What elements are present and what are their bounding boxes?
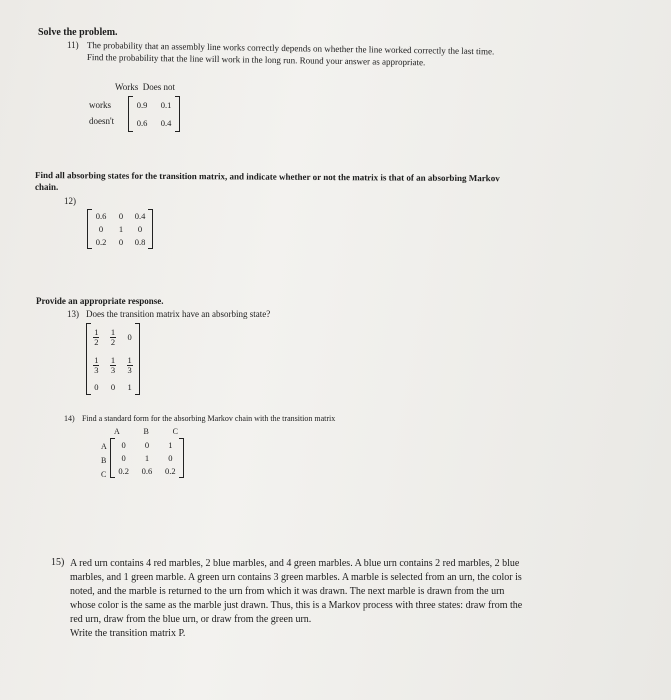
q11-text-line2: Find the probability that the line will work in the long run. Round your answer as appropriate.	[86, 52, 426, 68]
q14-cell: 0.6	[141, 466, 153, 477]
q13-cell: 0	[127, 331, 132, 342]
q13-cell	[105, 327, 122, 347]
q15-number: 15)	[51, 557, 65, 568]
q15-text-line: red urn, draw from the blue urn, or draw from the green urn.	[70, 614, 312, 625]
q12-number: 12)	[64, 196, 76, 206]
section3-heading: Provide an appropriate response.	[36, 296, 164, 306]
q12-transition-matrix	[89, 209, 151, 249]
q11-number: 11)	[67, 40, 79, 50]
q14-cell: 1	[168, 439, 173, 450]
q13-text: Does the transition matrix have an absorbing state?	[86, 309, 271, 319]
q14-text: Find a standard form for the absorbing Markov chain with the transition matrix	[82, 414, 336, 423]
q11-transition-matrix	[130, 96, 178, 132]
fraction: $\frac{1}{3}$	[110, 354, 116, 375]
q11-row-label-works: works	[89, 100, 111, 110]
q14-row-label: B	[101, 456, 107, 465]
q14-row-label: C	[101, 470, 107, 479]
q11-cell: 0.4	[160, 118, 172, 128]
q12-cell: 0	[98, 223, 104, 234]
q14-cell: 0.2	[165, 466, 176, 477]
instruction-heading: Solve the problem.	[38, 27, 118, 38]
q15-text-line: Write the transition matrix P.	[70, 628, 186, 639]
q14-cell: 0	[121, 439, 126, 450]
q12-cell: 0	[118, 237, 124, 248]
q14-row-labels	[101, 440, 107, 482]
q14-col-label: B	[143, 427, 149, 436]
q15-text-line: whose color is the same as the marble just drawn. Thus, this is a Markov process with three states: draw from the	[70, 600, 523, 611]
q11-text-line1: The probability that an assembly line works correctly depends on whether the line worked correctly the last time.	[86, 40, 495, 57]
q12-cell: 0.8	[134, 237, 146, 248]
q12-cell: 0	[118, 210, 124, 221]
q11-column-headers: Works Does not	[115, 82, 176, 92]
q14-cell: 1	[144, 452, 150, 463]
q14-transition-matrix	[112, 438, 182, 478]
q14-column-labels	[114, 427, 178, 436]
q12-cell: 0	[137, 223, 143, 234]
q14-cell: 0	[168, 452, 173, 463]
q13-cell: 0	[110, 381, 116, 392]
q14-col-label: A	[114, 427, 120, 436]
fraction: $\frac{1}{2}$	[94, 326, 99, 347]
q15-text	[70, 557, 522, 641]
q14-cell: 0	[144, 439, 150, 450]
fraction: $\frac{1}{2}$	[110, 326, 116, 347]
q15-text-line: marbles, and 1 green marble. A green urn contains 3 green marbles. A marble is selected from an urn, the color is	[70, 572, 522, 583]
q14-cell: 0	[121, 452, 126, 463]
q13-number: 13)	[67, 309, 79, 319]
q13-cell: 1	[127, 381, 132, 392]
q11-cell: 0.6	[136, 118, 148, 128]
q13-cell: 0	[94, 381, 99, 392]
q14-number: 14)	[64, 414, 75, 423]
q12-cell: 1	[118, 223, 124, 234]
section2-heading-line2: chain.	[35, 182, 59, 192]
q11-cell: 0.9	[136, 100, 148, 110]
q13-cell	[105, 355, 122, 375]
section2-heading-line1: Find all absorbing states for the transition matrix, and indicate whether or not the matrix is that of an absorbing Markov	[34, 170, 500, 184]
q12-cell: 0.6	[95, 210, 107, 221]
q11-cell: 0.1	[160, 100, 172, 110]
q13-transition-matrix	[88, 323, 138, 395]
fraction: $\frac{1}{3}$	[127, 354, 132, 375]
q12-cell: 0.2	[95, 237, 107, 248]
q12-cell: 0.4	[134, 210, 146, 221]
q14-row-label: A	[101, 442, 107, 451]
q15-text-line: noted, and the marble is returned to the urn from which it was drawn. The next marble is drawn from the urn	[70, 586, 505, 597]
q14-col-label: C	[172, 427, 178, 436]
q11-row-label-doesnt: doesn't	[89, 116, 115, 126]
q15-text-line: A red urn contains 4 red marbles, 2 blue marbles, and 4 green marbles. A blue urn contains 2 red marbles, 2 blue	[70, 558, 520, 569]
q14-cell: 0.2	[118, 466, 129, 477]
fraction: $\frac{1}{3}$	[94, 354, 99, 375]
